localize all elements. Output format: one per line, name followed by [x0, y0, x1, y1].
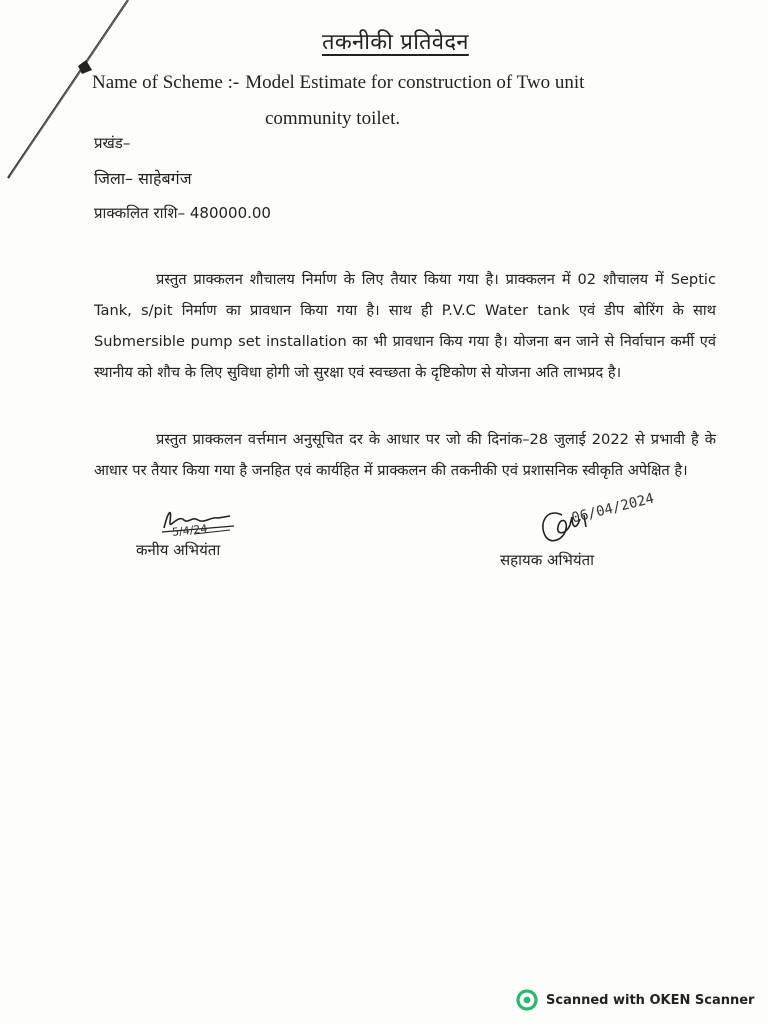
scanner-watermark — [516, 989, 754, 1011]
junior-engineer-date-mark: 5/4/24 — [171, 522, 208, 539]
body-paragraph-2: प्रस्तुत प्राक्कलन वर्त्तमान अनुसूचित दर के आधार पर जो की दिनांक–28 जुलाई 2022 से प्रभावी है के आधार पर तैयार किया गया है जनहित एवं कार्यहित में प्राक्कलन की तकनीकी एवं प्रशासनिक स्वीकृति अपेक्षित है। — [94, 431, 716, 479]
scheme-value-line1: Model Estimate for construction of Two unit — [245, 72, 585, 93]
estimated-amount-field: प्राक्कलित राशि– 480000.00 — [94, 204, 271, 222]
junior-engineer-title: कनीय अभियंता — [136, 541, 221, 559]
oken-logo-icon — [516, 989, 538, 1011]
district-field: जिला– साहेबगंज — [94, 169, 192, 188]
pen-stroke-mark — [0, 0, 140, 190]
assistant-engineer-sign-date: 06/04/2024 — [570, 490, 656, 527]
scheme-value-line2: community toilet. — [265, 108, 401, 129]
junior-engineer-signature-block — [134, 502, 264, 566]
scanner-label: Scanned with OKEN Scanner — [546, 992, 755, 1008]
assistant-engineer-title: सहायक अभियंता — [500, 551, 595, 569]
body-paragraph-1: प्रस्तुत प्राक्कलन शौचालय निर्माण के लिए तैयार किया गया है। प्राक्कलन में 02 शौचालय में Septic Tank, s/pit निर्माण का प्रावधान किया गया है। साथ ही P.V.C Water tank एवं डीप बोरिंग के साथ Submersible pump set installation का भी प्रावधान किय गया है। योजना बन जाने से निर्वाचान कर्मी एवं स्थानीय को शौच के लिए सुविधा होगी जो सुरक्षा एवं स्वच्छता के दृष्टिकोण से योजना अति लाभप्रद है। — [94, 271, 716, 381]
scheme-label: Name of Scheme :- — [92, 72, 240, 93]
assistant-engineer-signature-block — [500, 490, 700, 577]
block-field: प्रखंड– — [94, 134, 131, 152]
document-title: तकनीकी प्रतिवेदन — [322, 30, 469, 55]
scheme-name-row — [92, 72, 692, 94]
